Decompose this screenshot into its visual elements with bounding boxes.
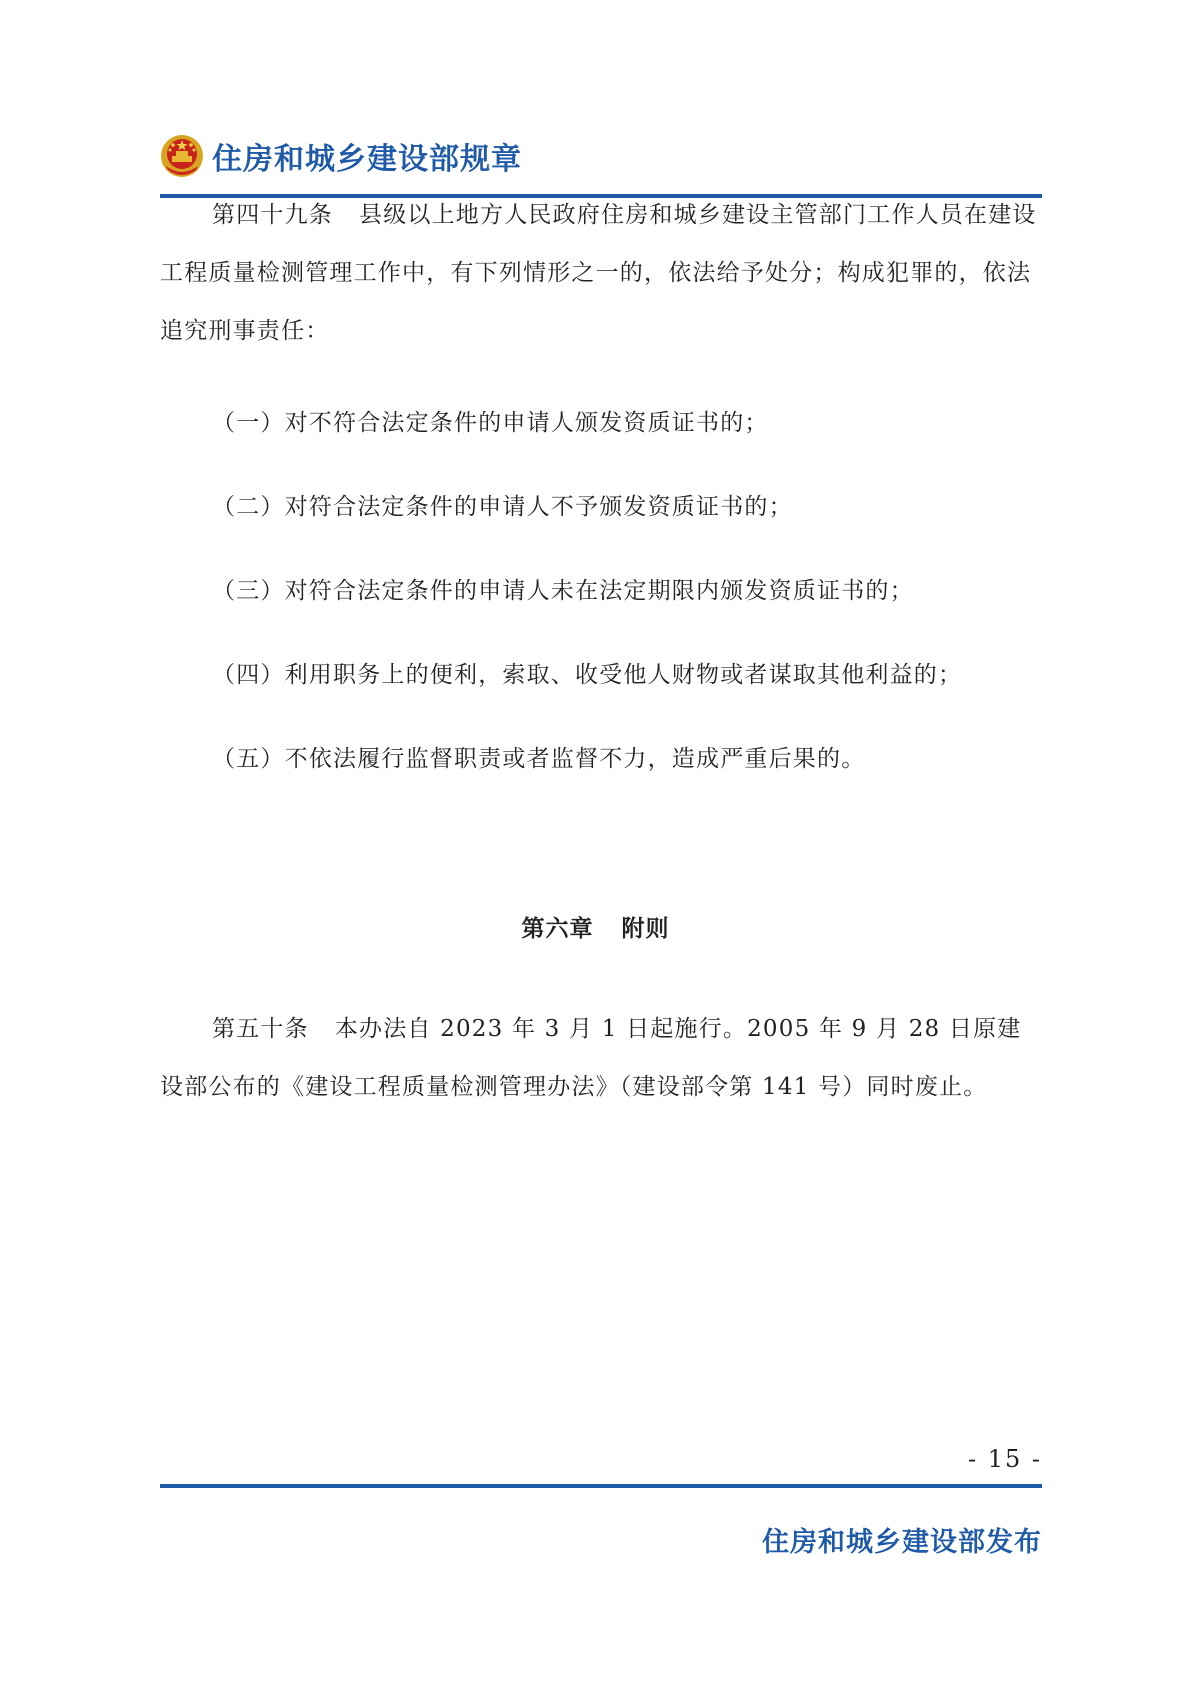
header-title: 住房和城乡建设部规章 (212, 142, 522, 177)
article-49-item-1: （一）对不符合法定条件的申请人颁发资质证书的； (212, 410, 769, 436)
article-50-text: 本办法自 2023 年 3 月 1 日起施行。2005 年 9 月 28 日原建设部公布的《建设工程质量检测管理办法》（建设部令第 141 号）同时废止。 (160, 1016, 1022, 1100)
chapter-heading (0, 910, 1191, 943)
chapter-title: 附则 (621, 916, 670, 942)
article-50-heading: 第五十条 (212, 1016, 309, 1042)
article-49-item-5: （五）不依法履行监督职责或者监督不力，造成严重后果的。 (212, 746, 866, 772)
article-49-text: 县级以上地方人民政府住房和城乡建设主管部门工作人员在建设工程质量检测管理工作中，有下列情形之一的，依法给予处分；构成犯罪的，依法追究刑事责任： (160, 202, 1037, 344)
chapter-number: 第六章 (521, 916, 594, 942)
page-header (160, 128, 522, 184)
page-number: - 15 - (967, 1445, 1042, 1473)
article-49-item-3: （三）对符合法定条件的申请人未在法定期限内颁发资质证书的； (212, 578, 914, 604)
article-49-paragraph (160, 186, 1042, 360)
article-49-item-2: （二）对符合法定条件的申请人不予颁发资质证书的； (212, 494, 793, 520)
article-49-item-4: （四）利用职务上的便利，索取、收受他人财物或者谋取其他利益的； (212, 662, 963, 688)
footer-publisher: 住房和城乡建设部发布 (762, 1527, 1042, 1558)
article-50-paragraph (160, 1000, 1042, 1116)
footer-divider (160, 1484, 1042, 1488)
article-49-heading: 第四十九条 (212, 202, 333, 228)
national-emblem-icon (160, 134, 204, 178)
